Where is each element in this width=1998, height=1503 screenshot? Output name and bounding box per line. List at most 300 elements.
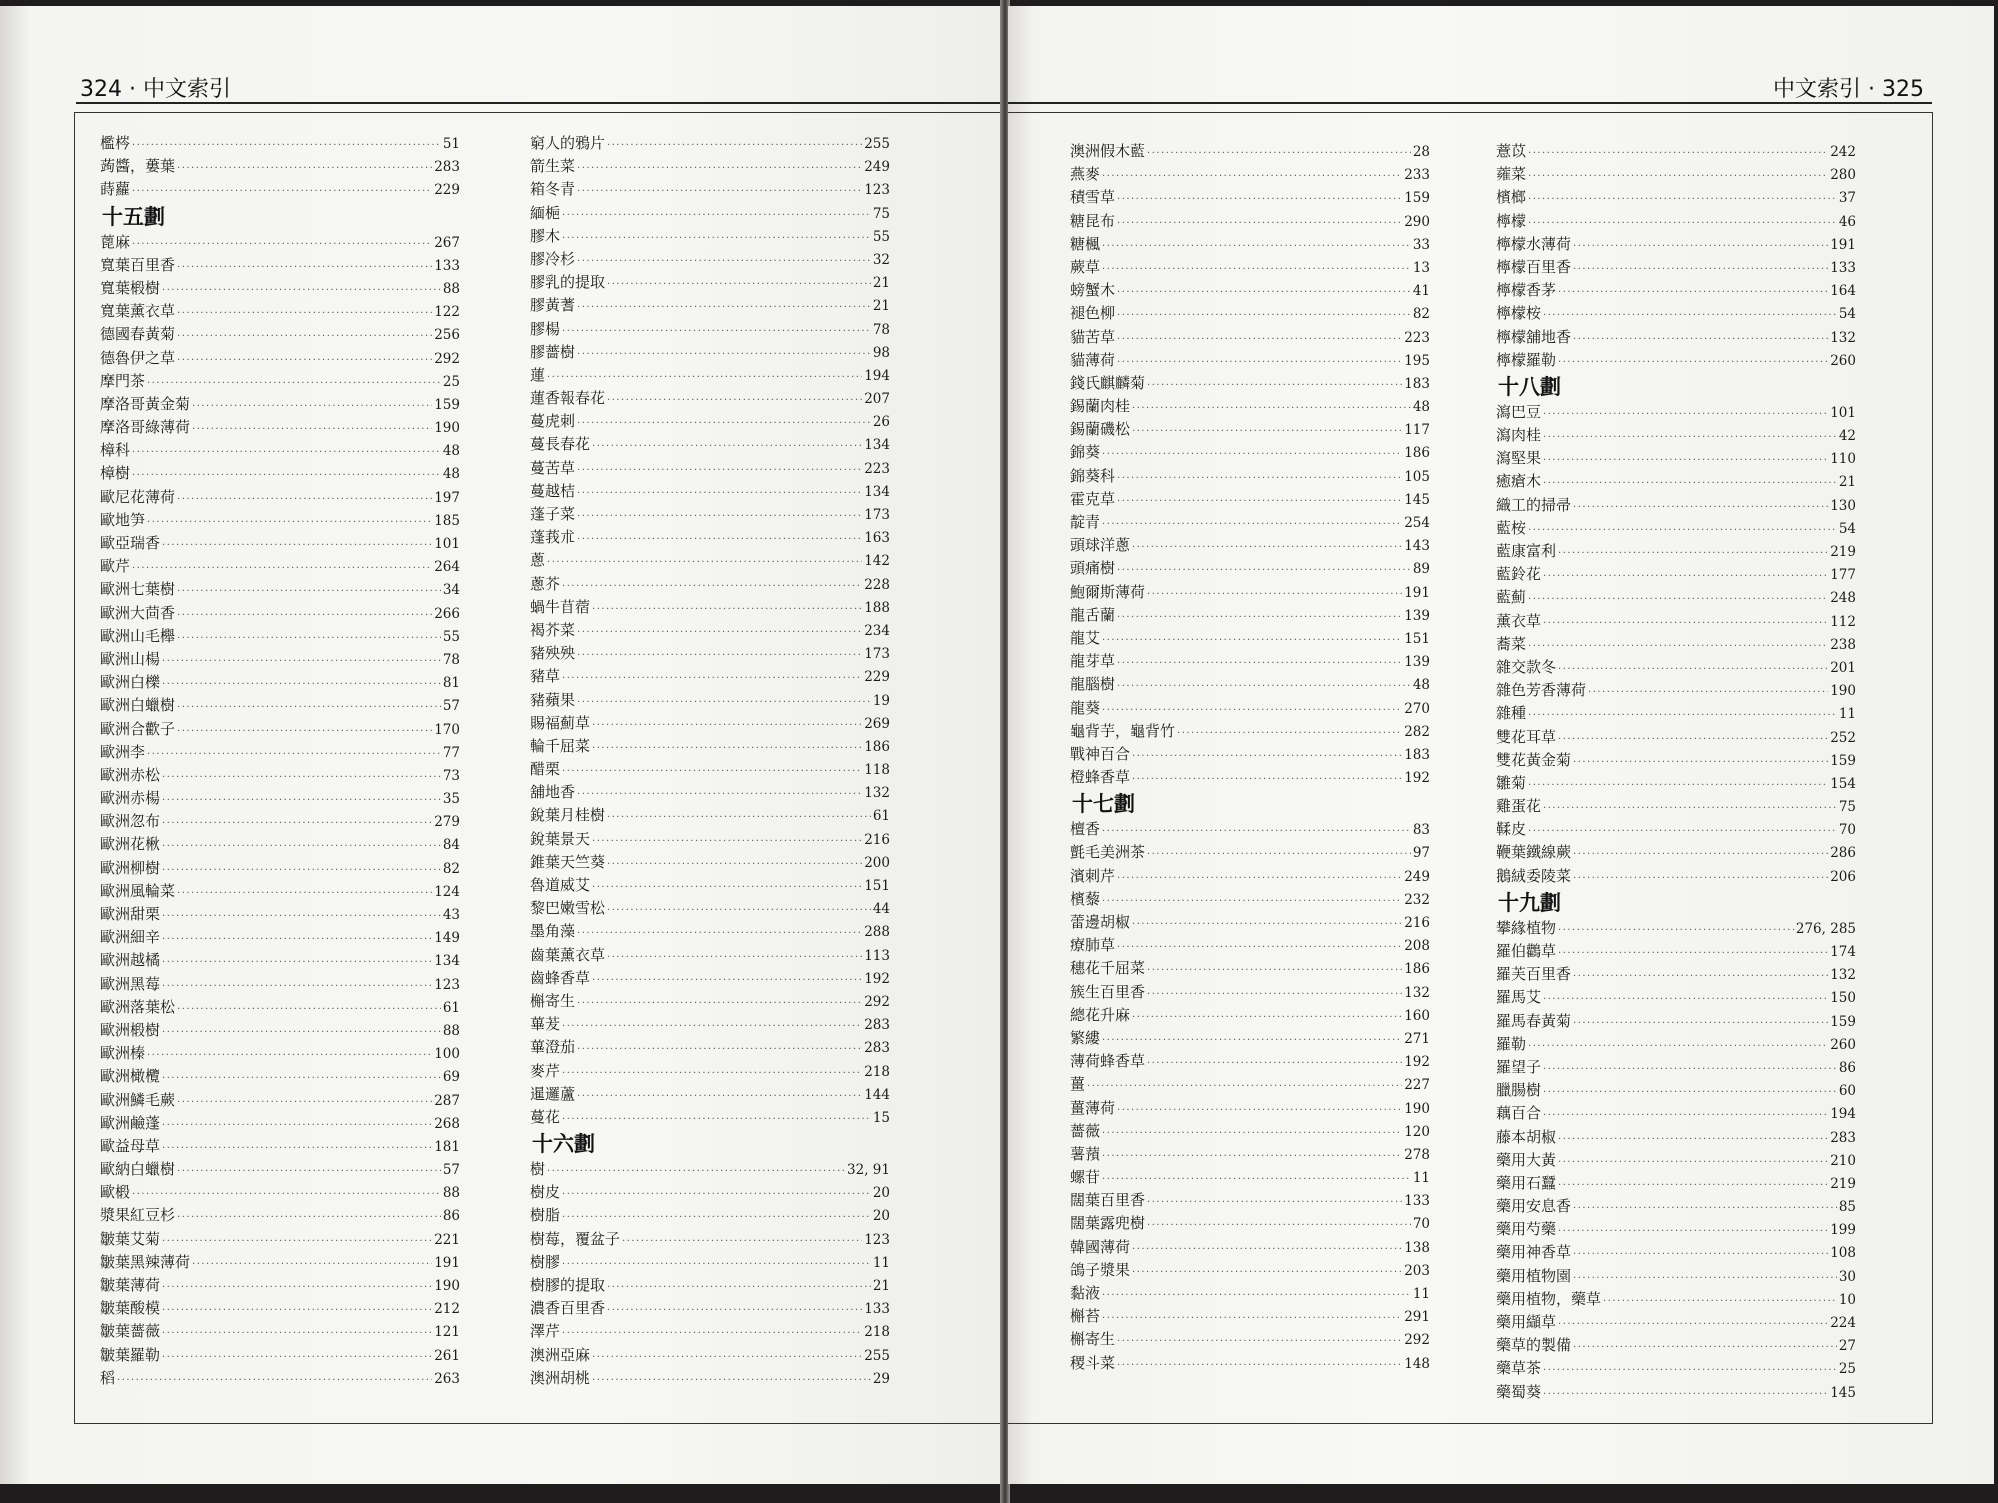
index-entry bbox=[100, 648, 460, 671]
leader-dots bbox=[177, 720, 432, 743]
leader-dots bbox=[1573, 843, 1828, 866]
entry-term: 貓苦草 bbox=[1070, 327, 1116, 346]
index-entry bbox=[530, 1083, 890, 1106]
index-entry bbox=[1496, 963, 1856, 986]
index-entry bbox=[100, 1320, 460, 1343]
leader-dots bbox=[1102, 1122, 1402, 1145]
index-entry bbox=[1496, 349, 1856, 372]
index-entry bbox=[530, 920, 890, 943]
index-entry bbox=[530, 1060, 890, 1083]
entry-term: 歐洲越橘 bbox=[100, 951, 161, 970]
entry-term: 雙花耳草 bbox=[1496, 727, 1557, 746]
leader-dots bbox=[162, 1137, 432, 1160]
index-entry bbox=[1496, 795, 1856, 818]
entry-page-number: 89 bbox=[1412, 561, 1430, 578]
entry-page-number: 269 bbox=[864, 715, 890, 732]
leader-dots bbox=[1588, 681, 1828, 704]
entry-page-number: 75 bbox=[872, 205, 890, 222]
leader-dots bbox=[162, 673, 441, 696]
leader-dots bbox=[1528, 188, 1837, 211]
entry-page-number: 57 bbox=[442, 1162, 460, 1179]
entry-term: 歐洲山毛櫸 bbox=[100, 626, 176, 645]
entry-term: 羅伯鸛草 bbox=[1496, 942, 1557, 960]
entry-page-number: 118 bbox=[864, 762, 890, 779]
leader-dots bbox=[1573, 328, 1828, 351]
entry-page-number: 249 bbox=[864, 159, 890, 176]
index-entry bbox=[100, 532, 460, 555]
leader-dots bbox=[177, 302, 432, 325]
leader-dots bbox=[177, 696, 441, 719]
index-entry bbox=[530, 155, 890, 178]
index-entry bbox=[1496, 256, 1856, 279]
entry-term: 膠冷杉 bbox=[530, 249, 576, 268]
leader-dots bbox=[162, 1299, 432, 1322]
leader-dots bbox=[192, 1253, 432, 1276]
entry-page-number: 260 bbox=[1830, 352, 1856, 369]
leader-dots bbox=[1117, 559, 1411, 582]
index-entry bbox=[530, 851, 890, 874]
stroke-count-heading: 十八劃 bbox=[1498, 374, 1561, 399]
entry-page-number: 190 bbox=[1404, 1100, 1430, 1117]
leader-dots bbox=[1558, 1174, 1828, 1197]
leader-dots bbox=[562, 320, 871, 343]
entry-term: 龍腦樹 bbox=[1070, 675, 1116, 694]
index-entry bbox=[1070, 1166, 1430, 1189]
entry-term: 蓬莪朮 bbox=[530, 528, 576, 547]
entry-page-number: 101 bbox=[434, 536, 460, 552]
index-entry bbox=[1070, 441, 1430, 464]
entry-page-number: 191 bbox=[1404, 584, 1430, 601]
entry-term: 雙花黃金菊 bbox=[1496, 750, 1572, 769]
entry-term: 龍舌蘭 bbox=[1070, 605, 1116, 624]
entry-page-number: 142 bbox=[864, 553, 890, 570]
entry-page-number: 234 bbox=[864, 622, 890, 639]
leader-dots bbox=[177, 1160, 441, 1183]
index-entry bbox=[1496, 1172, 1856, 1195]
entry-term: 歐納白蠟樹 bbox=[100, 1160, 176, 1179]
entry-page-number: 57 bbox=[442, 698, 460, 715]
index-entry bbox=[100, 578, 460, 601]
leader-dots bbox=[1528, 519, 1837, 542]
entry-term: 歐益母草 bbox=[100, 1136, 161, 1155]
leader-dots bbox=[177, 256, 432, 279]
entry-term: 德國春黃菊 bbox=[100, 325, 176, 344]
entry-term: 樟科 bbox=[100, 441, 131, 460]
index-entry bbox=[100, 1204, 460, 1227]
index-entry bbox=[100, 903, 460, 926]
index-entry bbox=[100, 718, 460, 741]
index-entry bbox=[1070, 766, 1430, 789]
index-entry bbox=[1496, 818, 1856, 841]
entry-term: 樟樹 bbox=[100, 464, 131, 483]
leader-dots bbox=[1132, 913, 1402, 936]
entry-term: 黎巴嫩雪松 bbox=[530, 899, 606, 918]
leader-dots bbox=[1543, 565, 1828, 588]
leader-dots bbox=[1543, 304, 1837, 327]
leader-dots bbox=[577, 621, 862, 644]
leader-dots bbox=[1543, 1104, 1828, 1127]
leader-dots bbox=[1558, 1151, 1828, 1174]
entry-page-number: 82 bbox=[442, 860, 460, 877]
leader-dots bbox=[1102, 165, 1402, 188]
entry-term: 藥草茶 bbox=[1496, 1359, 1542, 1378]
index-entry bbox=[100, 787, 460, 810]
entry-page-number: 117 bbox=[1404, 422, 1430, 439]
leader-dots bbox=[1573, 1267, 1837, 1290]
leader-dots bbox=[132, 557, 432, 580]
leader-dots bbox=[1132, 768, 1402, 791]
entry-term: 褐芥菜 bbox=[530, 620, 576, 639]
entry-term: 織工的掃帚 bbox=[1496, 495, 1572, 514]
entry-term: 薄荷蜂香草 bbox=[1070, 1052, 1146, 1071]
right-page bbox=[1008, 6, 1994, 1484]
leader-dots bbox=[1102, 699, 1402, 722]
entry-page-number: 113 bbox=[864, 947, 890, 964]
leader-dots bbox=[192, 418, 432, 441]
leader-dots bbox=[132, 180, 432, 203]
entry-page-number: 124 bbox=[434, 883, 460, 900]
entry-term: 蔓虎刺 bbox=[530, 412, 576, 431]
entry-page-number: 255 bbox=[864, 136, 890, 152]
entry-page-number: 88 bbox=[442, 1022, 460, 1039]
leader-dots bbox=[1117, 1330, 1402, 1353]
leader-dots bbox=[132, 464, 441, 487]
entry-page-number: 61 bbox=[872, 808, 890, 825]
entry-term: 歐洲合歡子 bbox=[100, 719, 176, 738]
index-entry bbox=[100, 926, 460, 949]
index-entry bbox=[1070, 1212, 1430, 1235]
index-entry bbox=[1496, 1079, 1856, 1102]
entry-page-number: 69 bbox=[442, 1069, 460, 1086]
entry-page-number: 27 bbox=[1838, 1338, 1856, 1355]
entry-page-number: 150 bbox=[1830, 990, 1856, 1007]
entry-term: 歐地笋 bbox=[100, 510, 146, 529]
entry-term: 療肺草 bbox=[1070, 936, 1116, 955]
leader-dots bbox=[562, 1253, 871, 1276]
entry-term: 銳葉月桂樹 bbox=[530, 806, 606, 825]
index-entry bbox=[530, 967, 890, 990]
leader-dots bbox=[177, 580, 441, 603]
index-entry bbox=[100, 393, 460, 416]
leader-dots bbox=[1117, 675, 1411, 698]
entry-term: 羅芙百里香 bbox=[1496, 965, 1572, 984]
index-entry bbox=[1070, 697, 1430, 720]
leader-dots bbox=[1573, 1243, 1828, 1266]
entry-term: 攀緣植物 bbox=[1496, 918, 1557, 937]
index-entry bbox=[1496, 749, 1856, 772]
index-entry bbox=[100, 416, 460, 439]
index-entry bbox=[1496, 1010, 1856, 1033]
entry-page-number: 33 bbox=[1412, 236, 1430, 253]
leader-dots bbox=[1117, 936, 1402, 959]
entry-term: 豬蘋果 bbox=[530, 690, 576, 709]
index-entry bbox=[1496, 1381, 1856, 1404]
index-entry bbox=[1070, 934, 1430, 957]
entry-page-number: 183 bbox=[1404, 375, 1430, 392]
entry-term: 歐亞瑞香 bbox=[100, 534, 161, 552]
entry-term: 德魯伊之草 bbox=[100, 348, 176, 367]
entry-term: 歐尼花薄荷 bbox=[100, 487, 176, 506]
leader-dots bbox=[1117, 351, 1402, 374]
stroke-count-heading: 十六劃 bbox=[532, 1132, 595, 1157]
entry-page-number: 48 bbox=[442, 443, 460, 460]
entry-page-number: 282 bbox=[1404, 723, 1430, 740]
entry-page-number: 283 bbox=[864, 1040, 890, 1057]
leader-dots bbox=[1528, 212, 1837, 235]
entry-page-number: 194 bbox=[864, 367, 890, 384]
entry-term: 歐洲山楊 bbox=[100, 649, 161, 668]
entry-page-number: 83 bbox=[1412, 822, 1430, 839]
entry-term: 雜交款冬 bbox=[1496, 657, 1557, 676]
index-entry bbox=[100, 949, 460, 972]
entry-page-number: 30 bbox=[1838, 1268, 1856, 1285]
entry-page-number: 159 bbox=[1404, 190, 1430, 207]
entry-page-number: 81 bbox=[442, 675, 460, 692]
index-entry bbox=[100, 1228, 460, 1251]
entry-term: 鴿子漿果 bbox=[1070, 1260, 1131, 1279]
entry-term: 錦葵 bbox=[1070, 443, 1101, 462]
leader-dots bbox=[592, 876, 862, 899]
leader-dots bbox=[1528, 774, 1828, 797]
entry-page-number: 181 bbox=[434, 1138, 460, 1155]
leader-dots bbox=[1558, 1220, 1828, 1243]
entry-term: 濱刺芹 bbox=[1070, 866, 1116, 885]
index-entry bbox=[530, 457, 890, 480]
entry-term: 摩洛哥黃金菊 bbox=[100, 394, 191, 413]
entry-term: 蕨草 bbox=[1070, 257, 1101, 276]
entry-page-number: 48 bbox=[1412, 677, 1430, 694]
leader-dots bbox=[607, 389, 862, 412]
index-entry bbox=[1496, 186, 1856, 209]
entry-term: 貓薄荷 bbox=[1070, 350, 1116, 369]
entry-term: 豬草 bbox=[530, 667, 561, 686]
leader-dots bbox=[562, 1206, 871, 1229]
entry-term: 歐洲甜栗 bbox=[100, 905, 161, 923]
index-entry bbox=[530, 642, 890, 665]
leader-dots bbox=[577, 482, 862, 505]
leader-dots bbox=[577, 1085, 862, 1108]
index-entry bbox=[530, 897, 890, 920]
entry-page-number: 86 bbox=[1838, 1059, 1856, 1076]
entry-page-number: 130 bbox=[1830, 497, 1856, 514]
entry-term: 膠薔樹 bbox=[530, 342, 576, 361]
entry-term: 藥用纈草 bbox=[1496, 1313, 1557, 1331]
entry-page-number: 35 bbox=[442, 791, 460, 808]
entry-page-number: 70 bbox=[1412, 1216, 1430, 1233]
entry-page-number: 19 bbox=[872, 692, 890, 709]
index-entry bbox=[1070, 488, 1430, 511]
entry-page-number: 164 bbox=[1830, 283, 1856, 300]
leader-dots bbox=[1558, 542, 1828, 565]
index-entry bbox=[1070, 557, 1430, 580]
index-entry bbox=[1070, 650, 1430, 673]
leader-dots bbox=[132, 134, 441, 157]
leader-dots bbox=[592, 969, 862, 992]
entry-page-number: 249 bbox=[1404, 868, 1430, 885]
leader-dots bbox=[1102, 1284, 1411, 1307]
index-entry bbox=[1496, 1033, 1856, 1056]
index-entry bbox=[100, 462, 460, 485]
entry-term: 靛青 bbox=[1070, 513, 1101, 531]
leader-dots bbox=[192, 395, 432, 418]
leader-dots bbox=[1528, 820, 1837, 843]
entry-term: 歐洲白櫟 bbox=[100, 673, 161, 692]
entry-page-number: 283 bbox=[864, 1017, 890, 1034]
entry-page-number: 173 bbox=[864, 646, 890, 663]
leader-dots bbox=[607, 273, 871, 296]
entry-page-number: 267 bbox=[434, 234, 460, 251]
index-entry bbox=[530, 1251, 890, 1274]
entry-term: 歐洲七葉樹 bbox=[100, 580, 176, 599]
entry-term: 霍克草 bbox=[1070, 489, 1116, 508]
entry-page-number: 197 bbox=[434, 489, 460, 506]
entry-term: 藥草的製備 bbox=[1496, 1336, 1572, 1355]
index-entry bbox=[100, 1065, 460, 1088]
index-entry bbox=[1496, 140, 1856, 163]
index-entry bbox=[1070, 186, 1430, 209]
entry-term: 穗花千屈菜 bbox=[1070, 959, 1146, 978]
leader-dots bbox=[562, 1183, 871, 1206]
index-entry bbox=[1070, 418, 1430, 441]
entry-page-number: 11 bbox=[872, 1254, 890, 1271]
entry-page-number: 46 bbox=[1838, 213, 1856, 230]
entry-page-number: 98 bbox=[872, 344, 890, 361]
leader-dots bbox=[132, 1183, 441, 1206]
leader-dots bbox=[1543, 1058, 1837, 1081]
index-entry bbox=[1070, 888, 1430, 911]
leader-dots bbox=[162, 1021, 441, 1044]
index-entry bbox=[1070, 302, 1430, 325]
leader-dots bbox=[1573, 1012, 1828, 1035]
entry-page-number: 88 bbox=[442, 1185, 460, 1202]
entry-page-number: 292 bbox=[1404, 1332, 1430, 1349]
entry-term: 蔓花 bbox=[530, 1107, 561, 1126]
entry-term: 雛菊 bbox=[1496, 773, 1527, 792]
index-entry bbox=[1070, 210, 1430, 233]
entry-page-number: 242 bbox=[1830, 144, 1856, 160]
entry-term: 蔥 bbox=[530, 551, 546, 570]
entry-term: 螺苷 bbox=[1070, 1168, 1101, 1187]
index-entry bbox=[1070, 372, 1430, 395]
leader-dots bbox=[1117, 188, 1402, 211]
entry-page-number: 132 bbox=[864, 785, 890, 802]
entry-term: 檸檬香茅 bbox=[1496, 281, 1557, 300]
entry-page-number: 192 bbox=[1404, 770, 1430, 787]
entry-term: 積雪草 bbox=[1070, 188, 1116, 207]
leader-dots bbox=[162, 812, 432, 835]
entry-term: 寬葉薰衣草 bbox=[100, 302, 176, 321]
index-entry bbox=[100, 1089, 460, 1112]
entry-term: 皺葉薔薇 bbox=[100, 1322, 161, 1341]
entry-page-number: 212 bbox=[434, 1301, 460, 1318]
entry-term: 戰神百合 bbox=[1070, 744, 1131, 763]
leader-dots bbox=[1102, 235, 1411, 258]
index-entry bbox=[1070, 581, 1430, 604]
leader-dots bbox=[592, 598, 862, 621]
entry-page-number: 70 bbox=[1838, 822, 1856, 839]
entry-page-number: 159 bbox=[434, 396, 460, 413]
entry-term: 羅勒 bbox=[1496, 1034, 1527, 1053]
entry-page-number: 190 bbox=[1830, 683, 1856, 700]
entry-term: 輪千屈菜 bbox=[530, 736, 591, 755]
entry-page-number: 21 bbox=[872, 1278, 890, 1294]
entry-page-number: 223 bbox=[1404, 329, 1430, 346]
entry-page-number: 229 bbox=[864, 669, 890, 686]
leader-dots bbox=[592, 830, 862, 853]
index-entry bbox=[100, 694, 460, 717]
entry-term: 藍康富利 bbox=[1496, 542, 1557, 560]
index-entry bbox=[100, 1367, 460, 1390]
entry-term: 鮑爾斯薄荷 bbox=[1070, 582, 1146, 601]
entry-page-number: 75 bbox=[1838, 799, 1856, 816]
entry-page-number: 263 bbox=[434, 1370, 460, 1387]
leader-dots bbox=[562, 204, 871, 227]
index-entry bbox=[530, 387, 890, 410]
entry-page-number: 123 bbox=[434, 976, 460, 993]
entry-term: 濃香百里香 bbox=[530, 1299, 606, 1318]
entry-term: 豬殃殃 bbox=[530, 644, 576, 663]
index-entry bbox=[1496, 1126, 1856, 1149]
leader-dots bbox=[1528, 165, 1828, 188]
index-entry bbox=[1070, 981, 1430, 1004]
leader-dots bbox=[1573, 1336, 1837, 1359]
leader-dots bbox=[1117, 281, 1411, 304]
index-entry bbox=[1070, 841, 1430, 864]
leader-dots bbox=[607, 134, 862, 157]
leader-dots bbox=[577, 343, 871, 366]
entry-page-number: 190 bbox=[434, 420, 460, 437]
index-entry bbox=[530, 294, 890, 317]
index-entry bbox=[1070, 1305, 1430, 1328]
entry-term: 澤芹 bbox=[530, 1322, 561, 1341]
entry-page-number: 221 bbox=[434, 1231, 460, 1248]
index-entry bbox=[1496, 679, 1856, 702]
entry-term: 藥用植物，藥草 bbox=[1496, 1289, 1602, 1308]
entry-page-number: 61 bbox=[442, 999, 460, 1016]
entry-page-number: 100 bbox=[434, 1046, 460, 1063]
index-entry bbox=[1070, 1282, 1430, 1305]
index-entry bbox=[100, 602, 460, 625]
entry-term: 樹皮 bbox=[530, 1183, 561, 1202]
leader-dots bbox=[577, 180, 862, 203]
leader-dots bbox=[607, 806, 871, 829]
leader-dots bbox=[162, 951, 432, 974]
entry-page-number: 21 bbox=[1838, 474, 1856, 491]
entry-page-number: 78 bbox=[872, 321, 890, 338]
leader-dots bbox=[562, 760, 862, 783]
leader-dots bbox=[1117, 212, 1402, 235]
entry-term: 雜色芳香薄荷 bbox=[1496, 681, 1587, 700]
index-entry bbox=[100, 671, 460, 694]
entry-term: 賜福薊草 bbox=[530, 713, 591, 732]
leader-dots bbox=[177, 325, 432, 348]
entry-term: 薯蕷 bbox=[1070, 1144, 1101, 1163]
entry-page-number: 266 bbox=[434, 605, 460, 622]
entry-page-number: 77 bbox=[442, 744, 460, 761]
index-entry bbox=[1070, 1027, 1430, 1050]
index-entry bbox=[100, 741, 460, 764]
entry-term: 歐洲橄欖 bbox=[100, 1067, 161, 1086]
index-entry bbox=[530, 526, 890, 549]
leader-dots bbox=[177, 604, 432, 627]
entry-term: 薏苡 bbox=[1496, 142, 1527, 160]
leader-dots bbox=[547, 551, 862, 574]
entry-page-number: 210 bbox=[1830, 1152, 1856, 1169]
leader-dots bbox=[1132, 745, 1402, 768]
index-entry bbox=[1070, 865, 1430, 888]
index-entry bbox=[1070, 1236, 1430, 1259]
entry-term: 簇生百里香 bbox=[1070, 982, 1146, 1001]
